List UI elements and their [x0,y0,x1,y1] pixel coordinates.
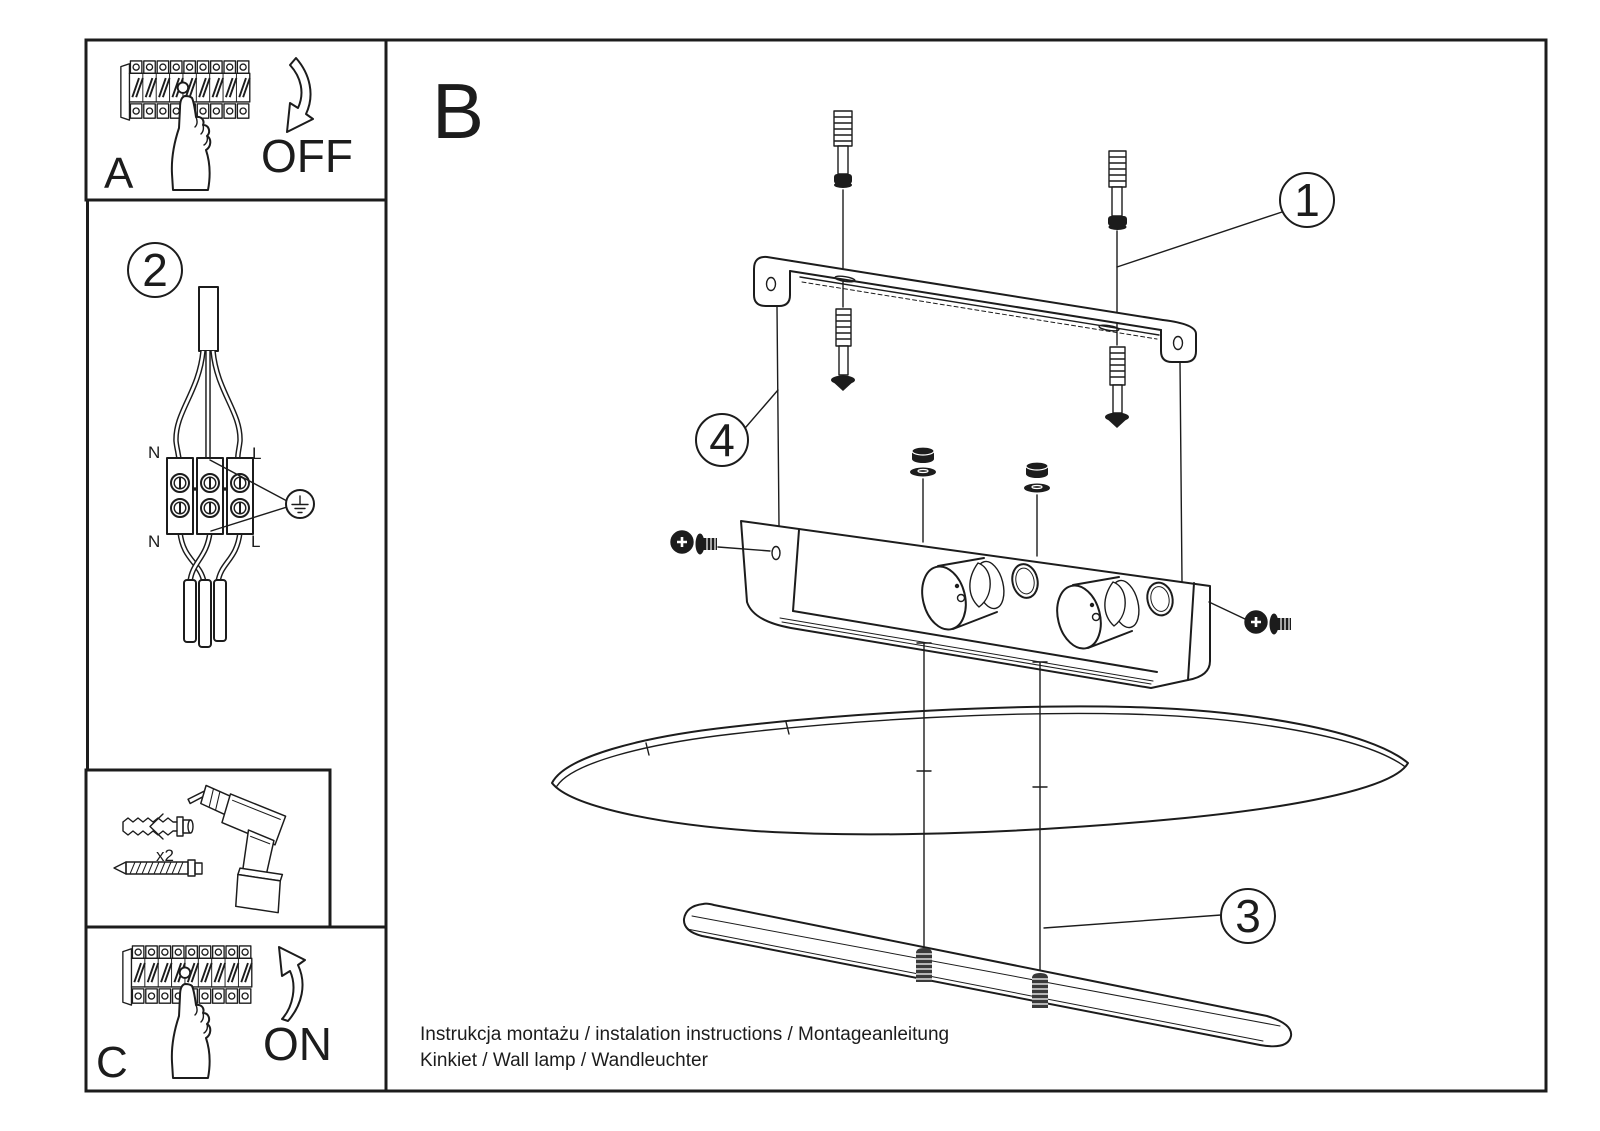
threaded-stud-right [1032,973,1048,1008]
callout-1 [1117,173,1334,267]
terminal-l-bottom: L [251,532,261,551]
wall-anchor-right [1108,151,1127,230]
bracket-screw-right [1105,347,1129,428]
callout-1-number: 1 [1294,174,1320,226]
step-2-number: 2 [142,244,168,296]
mounting-screw-icon [114,860,202,876]
terminal-l-top: L [252,444,262,463]
glass-shade [552,706,1408,834]
callout-3 [1044,889,1275,943]
nut-washer-left [910,447,936,542]
step-c-action: ON [263,1018,332,1070]
mounting-bracket [754,257,1196,362]
footer-line2: Kinkiet / Wall lamp / Wandleuchter [420,1050,708,1071]
tools-quantity: x2 [156,846,174,865]
lamp-wires [180,532,240,647]
footer-line1: Instrukcja montażu / instalation instructions / Montageanleitung [420,1024,950,1045]
callout-4 [696,390,778,466]
nut-washer-right [1024,462,1050,556]
supply-cable [176,287,240,468]
side-screws-right [1209,602,1291,635]
tools-box [114,785,286,912]
wall-anchor-left [834,111,852,188]
terminal-block [148,443,261,551]
pressing-finger-icon [172,984,210,1078]
pressing-finger-icon [172,96,210,190]
callout-4-number: 4 [709,414,735,466]
footer [420,1024,949,1071]
callout-3-number: 3 [1235,890,1261,942]
terminal-n-top: N [148,443,161,462]
step-b-label: B [432,67,485,155]
step-b-exploded-view [432,67,1408,1046]
lamp-housing [741,521,1210,688]
bracket-screw-left [831,309,855,391]
drill-icon [188,785,286,912]
threaded-stud-left [916,948,932,982]
step-a-label: A [104,149,134,198]
wall-plug-icon [123,814,193,839]
earth-symbol [210,460,314,531]
step-a-panel [104,58,353,198]
arrow-up-icon [279,947,305,1021]
step-c-label: C [96,1038,128,1087]
step-c-panel [96,946,332,1087]
step-a-action: OFF [261,130,353,182]
arrow-down-icon [287,58,313,132]
step-2-wiring [128,243,314,647]
terminal-n-bottom: N [148,532,161,551]
